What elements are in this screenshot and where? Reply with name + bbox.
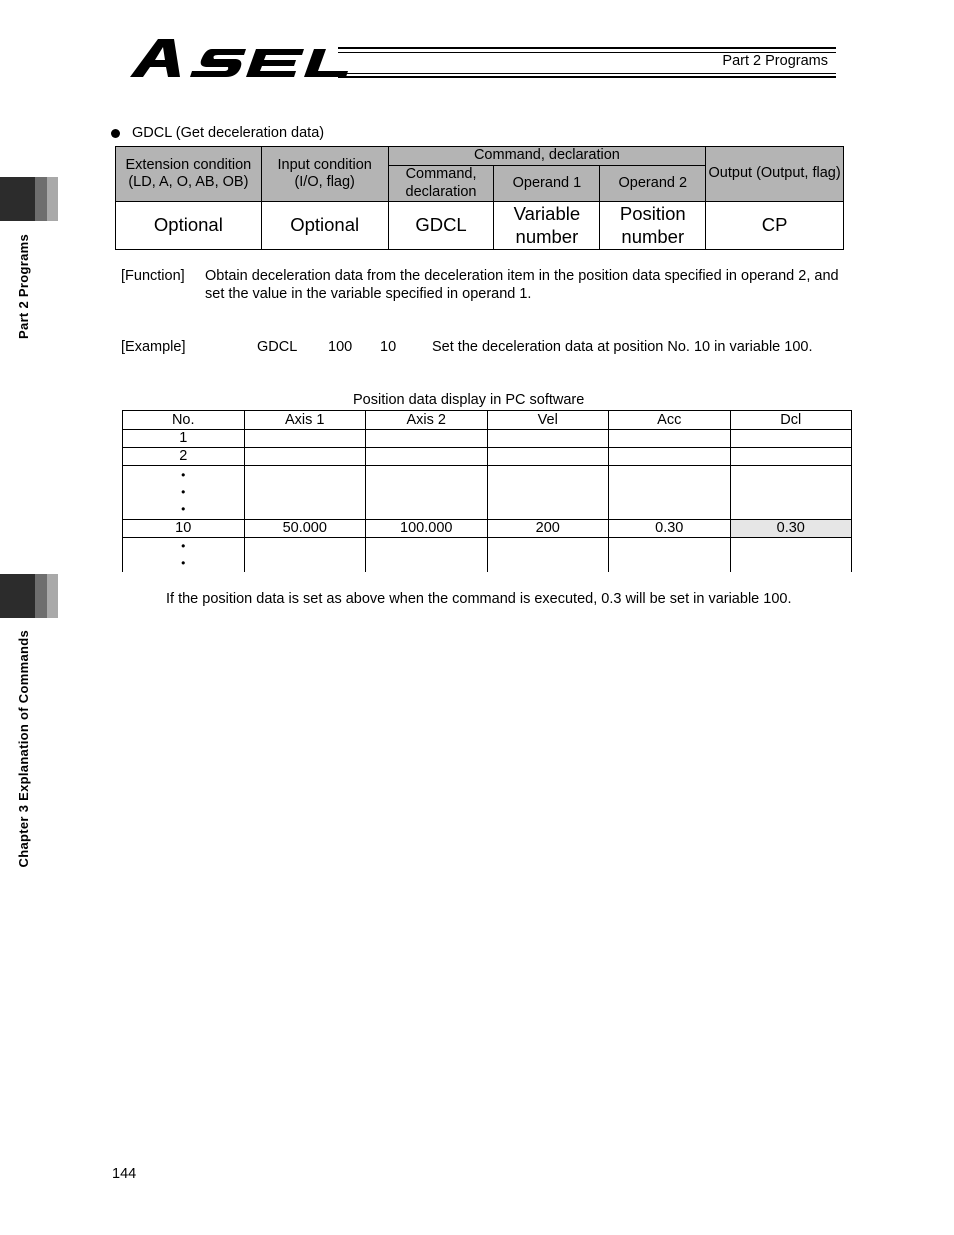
table-cell: [730, 430, 852, 448]
value-extension-condition: Optional: [116, 202, 262, 250]
page-number: 144: [112, 1166, 137, 1182]
command-table: [115, 146, 844, 250]
table-row-ellipsis: [123, 538, 852, 573]
column-header: Acc: [609, 411, 731, 430]
column-header: Vel: [487, 411, 609, 430]
table-cell: [244, 430, 366, 448]
highlighted-dcl-cell: 0.30: [730, 520, 852, 538]
header-command-declaration: Command, declaration: [388, 166, 494, 202]
header-output: Output (Output, flag): [706, 147, 844, 202]
table-cell: [366, 466, 488, 520]
table-row: [123, 448, 852, 466]
table-cell: [609, 466, 731, 520]
command-title: [111, 125, 324, 141]
header-operand-1: Operand 1: [494, 166, 600, 202]
side-tab-marker: [0, 177, 58, 221]
side-label-part: Part 2 Programs: [16, 234, 31, 339]
table-cell: [366, 430, 488, 448]
header-extension-condition: Extension condition (LD, A, O, AB, OB): [116, 147, 262, 202]
example-operand-2: 10: [380, 339, 397, 355]
header-input-condition: Input condition (I/O, flag): [261, 147, 388, 202]
value-input-condition: Optional: [261, 202, 388, 250]
bullet-icon: [111, 129, 120, 138]
table-cell: 200: [487, 520, 609, 538]
command-title-text: GDCL (Get deceleration data): [132, 125, 325, 141]
example-command: GDCL: [257, 339, 298, 355]
table-cell: [366, 448, 488, 466]
ellipsis-dot: •: [181, 468, 186, 482]
example-operand-1: 100: [328, 339, 353, 355]
side-label-chapter: Chapter 3 Explanation of Commands: [16, 630, 31, 868]
table-cell: 0.30: [609, 520, 731, 538]
side-tab-marker: [0, 574, 58, 618]
table-cell: [730, 466, 852, 520]
table-cell: [487, 448, 609, 466]
table-cell: [487, 430, 609, 448]
header-section-title: Part 2 Programs: [722, 53, 828, 69]
table-cell: 50.000: [244, 520, 366, 538]
asel-logo: [128, 36, 350, 80]
table-cell: [730, 448, 852, 466]
table-cell: 100.000: [366, 520, 488, 538]
table-cell: [609, 538, 731, 573]
column-header: Axis 2: [366, 411, 488, 430]
column-header: No.: [123, 411, 245, 430]
header-operand-2: Operand 2: [600, 166, 706, 202]
table-cell: [730, 538, 852, 573]
table-row: [123, 520, 852, 538]
position-table-caption: Position data display in PC software: [353, 392, 585, 408]
example-label: [Example]: [121, 339, 186, 355]
result-note: If the position data is set as above when the command is executed, 0.3 will be set in variable 100.: [166, 591, 792, 607]
table-cell: [244, 466, 366, 520]
value-operand-2: Position number: [600, 202, 706, 250]
table-cell: [244, 538, 366, 573]
table-cell: [366, 538, 488, 573]
function-text: Obtain deceleration data from the deceleration item in the position data specified in operand 2, and set the value in the variable specified in operand 1.: [205, 268, 839, 302]
position-data-table: [122, 410, 852, 572]
table-header-row: [123, 411, 852, 430]
example-description: Set the deceleration data at position No. 10 in variable 100.: [432, 339, 813, 355]
table-cell: [487, 466, 609, 520]
table-row: [123, 430, 852, 448]
ellipsis-dot: •: [181, 485, 186, 499]
value-command: GDCL: [388, 202, 494, 250]
table-cell: [123, 466, 245, 520]
table-cell: [609, 430, 731, 448]
ellipsis-dot: •: [181, 556, 186, 570]
ellipsis-dot: •: [181, 539, 186, 553]
function-label: [Function]: [121, 268, 185, 284]
table-cell: [487, 538, 609, 573]
table-cell: [123, 538, 245, 573]
table-cell: 2: [123, 448, 245, 466]
header-command-group: Command, declaration: [388, 147, 706, 166]
column-header: Dcl: [730, 411, 852, 430]
table-cell: [609, 448, 731, 466]
table-row-ellipsis: [123, 466, 852, 520]
table-cell: 10: [123, 520, 245, 538]
ellipsis-dot: •: [181, 502, 186, 516]
table-cell: 1: [123, 430, 245, 448]
value-operand-1: Variable number: [494, 202, 600, 250]
value-output: CP: [706, 202, 844, 250]
column-header: Axis 1: [244, 411, 366, 430]
table-cell: [244, 448, 366, 466]
